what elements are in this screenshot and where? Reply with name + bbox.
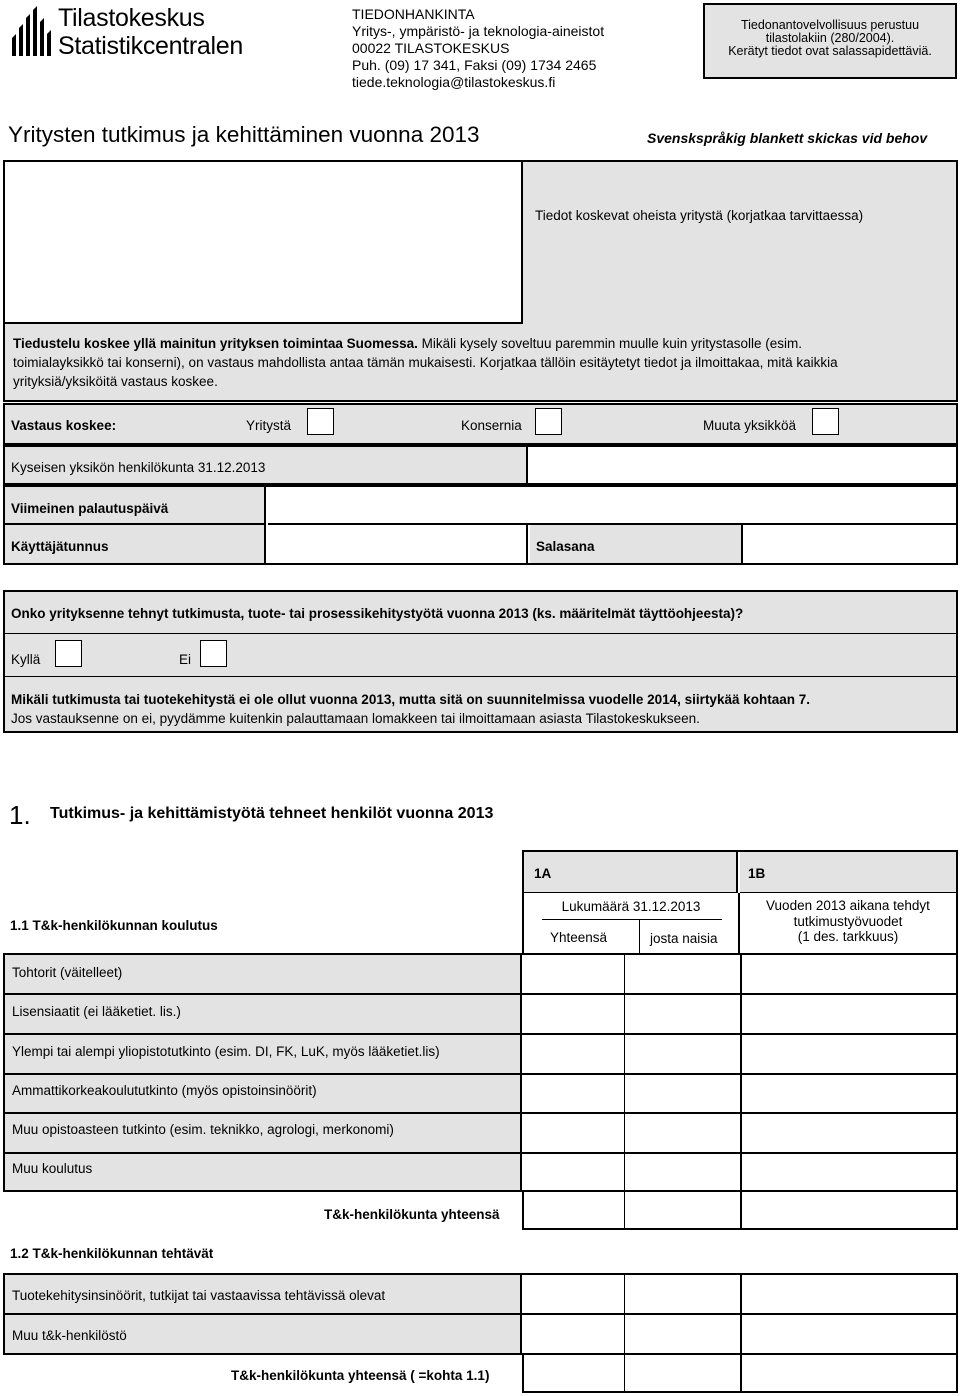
subsection-1-2-title: 1.2 T&k-henkilökunnan tehtävät bbox=[10, 1246, 214, 1261]
table-row-label: Tuotekehitysinsinöörit, tutkijat tai vastaavissa tehtävissä olevat bbox=[12, 1288, 386, 1303]
section-number: 1. bbox=[9, 800, 31, 830]
count-header: Lukumäärä 31.12.2013 bbox=[561, 899, 701, 914]
logo bbox=[10, 4, 270, 62]
column-1b-label: 1B bbox=[748, 866, 766, 881]
table-row-label: Ammattikorkeakoulututkinto (myös opistoinsinöörit) bbox=[12, 1083, 317, 1098]
tilastokeskus-logo-icon bbox=[10, 4, 54, 58]
years-header-line: Vuoden 2013 aikana tehdyt bbox=[766, 898, 930, 913]
row-divider bbox=[5, 1112, 956, 1114]
years-header-line: (1 des. tarkkuus) bbox=[797, 929, 899, 944]
column-separator bbox=[624, 1192, 625, 1228]
response-scope-label: Vastaus koskee: bbox=[11, 418, 117, 433]
column-separator bbox=[740, 1355, 742, 1391]
rd-question-block bbox=[3, 590, 958, 733]
subsection-1-1-title: 1.1 T&k-henkilökunnan koulutus bbox=[10, 918, 218, 933]
return-instruction: Jos vastauksenne on ei, pyydämme kuitenkin palauttamaan lomakkeen tai ilmoittamaan asiasta Tilastokeskukseen. bbox=[11, 711, 700, 726]
row-divider bbox=[5, 1073, 956, 1075]
option-company-checkbox[interactable] bbox=[307, 408, 334, 435]
answer-no-checkbox[interactable] bbox=[200, 640, 227, 667]
username-label: Käyttäjätunnus bbox=[11, 539, 109, 554]
deadline-value bbox=[268, 487, 956, 525]
address-email: tiede.teknologia@tilastokeskus.fi bbox=[352, 74, 556, 90]
total-1-2-label: T&k-henkilökunta yhteensä ( =kohta 1.1) bbox=[231, 1368, 490, 1383]
education-table bbox=[3, 953, 958, 1192]
column-separator bbox=[740, 1192, 742, 1228]
login-info-block bbox=[3, 485, 958, 565]
section-title: Tutkimus- ja kehittämistyötä tehneet henkilöt vuonna 2013 bbox=[50, 805, 494, 822]
intro-text bbox=[13, 334, 953, 391]
row-divider bbox=[5, 1313, 956, 1315]
company-info-box bbox=[3, 160, 958, 402]
intro-bold: Tiedustelu koskee yllä mainitun yrityksen toimintaa Suomessa. bbox=[13, 336, 418, 351]
page-title: Yritysten tutkimus ja kehittäminen vuonna 2013 bbox=[8, 122, 480, 147]
table-row-label: Ylempi tai alempi yliopistotutkinto (esim. DI, FK, LuK, myös lääketiet.lis) bbox=[12, 1044, 440, 1059]
option-group-checkbox[interactable] bbox=[535, 408, 562, 435]
password-label: Salasana bbox=[536, 539, 595, 554]
address-line: Yritys-, ympäristö- ja teknologia-aineistot bbox=[352, 23, 605, 39]
username-value[interactable] bbox=[268, 525, 528, 563]
company-address-window[interactable] bbox=[5, 162, 523, 324]
row-divider bbox=[5, 993, 956, 995]
option-group-label: Konsernia bbox=[461, 418, 522, 433]
address-line: 00022 TILASTOKESKUS bbox=[352, 40, 510, 56]
option-other-checkbox[interactable] bbox=[812, 408, 839, 435]
intro-rest: Mikäli kysely soveltuu paremmin muulle kuin yritystasolle (esim. bbox=[417, 336, 803, 351]
total-1-2-cells bbox=[522, 1353, 958, 1393]
skip-instruction: Mikäli tutkimusta tai tuotekehitystä ei ole ollut vuonna 2013, mutta sitä on suunnitelmissa vuodelle 2014, siirtykää kohtaan 7. bbox=[11, 692, 810, 707]
address-line: Puh. (09) 17 341, Faksi (09) 1734 2465 bbox=[352, 57, 597, 73]
column-1a-label: 1A bbox=[534, 866, 552, 881]
notice-line: Kerätyt tiedot ovat salassapidettäviä. bbox=[728, 44, 932, 58]
total-1-1-cells bbox=[522, 1190, 958, 1230]
table-row-label: Lisensiaatit (ei lääketiet. lis.) bbox=[12, 1004, 181, 1019]
staff-count-input[interactable] bbox=[530, 447, 956, 483]
column-1b-header bbox=[740, 852, 956, 893]
question-divider bbox=[5, 676, 956, 677]
password-value[interactable] bbox=[745, 525, 956, 563]
women-header: josta naisia bbox=[650, 931, 718, 946]
address-block bbox=[352, 6, 604, 91]
staff-count-row bbox=[3, 445, 958, 485]
total-header: Yhteensä bbox=[550, 930, 608, 945]
column-separator bbox=[624, 1355, 625, 1391]
option-other-label: Muuta yksikköä bbox=[703, 418, 797, 433]
answer-yes-checkbox[interactable] bbox=[55, 640, 82, 667]
question-divider bbox=[5, 633, 956, 634]
swedish-form-note: Svenskspråkig blankett skickas vid behov bbox=[647, 130, 928, 146]
table-row-label: Tohtorit (väitelleet) bbox=[12, 965, 123, 980]
column-header-block bbox=[522, 850, 958, 955]
deadline-label: Viimeinen palautuspäivä bbox=[11, 501, 169, 516]
response-scope-row bbox=[3, 403, 958, 445]
intro-line2: toimialayksikkö tai konserni), on vastaus mahdollista antaa tämän mukaisesti. Korjatkaa tällöin esitäytetyt tiedot ja ilmoittakaa, mitä kaikkia bbox=[13, 355, 838, 370]
company-info-grey-area bbox=[523, 162, 956, 324]
table-row-label: Muu koulutus bbox=[12, 1161, 93, 1176]
company-info-label: Tiedot koskevat oheista yritystä (korjatkaa tarvittaessa) bbox=[535, 208, 864, 223]
table-row-label: Muu t&k-henkilöstö bbox=[12, 1328, 127, 1343]
confidentiality-notice bbox=[703, 3, 957, 79]
intro-line3: yrityksiä/yksiköitä vastaus koskee. bbox=[13, 374, 218, 389]
answer-no-label: Ei bbox=[179, 652, 192, 667]
rd-question-text: Onko yrityksenne tehnyt tutkimusta, tuote- tai prosessikehitystyötä vuonna 2013 (ks. määritelmät täyttöohjeesta)? bbox=[11, 606, 744, 621]
notice-line: tilastolakiin (280/2004). bbox=[765, 31, 895, 45]
column-1a-header bbox=[524, 852, 738, 893]
total-1-1-label: T&k-henkilökunta yhteensä bbox=[324, 1207, 500, 1222]
tasks-table bbox=[3, 1273, 958, 1355]
table-row-label: Muu opistoasteen tutkinto (esim. teknikko, agrologi, merkonomi) bbox=[12, 1122, 394, 1137]
count-header-divider bbox=[542, 919, 722, 920]
address-line: TIEDONHANKINTA bbox=[352, 6, 475, 22]
row-divider bbox=[5, 1033, 956, 1035]
logo-line1: Tilastokeskus bbox=[58, 4, 205, 32]
years-header bbox=[740, 898, 956, 945]
staff-count-label: Kyseisen yksikön henkilökunta 31.12.2013 bbox=[11, 460, 266, 475]
years-header-line: tutkimustyövuodet bbox=[793, 913, 903, 929]
option-company-label: Yritystä bbox=[246, 418, 292, 433]
row-divider bbox=[5, 1152, 956, 1154]
notice-line: Tiedonantovelvollisuus perustuu bbox=[740, 18, 920, 32]
logo-line2: Statistikcentralen bbox=[58, 32, 243, 60]
count-vertical-divider bbox=[639, 919, 640, 953]
answer-yes-label: Kyllä bbox=[11, 652, 41, 667]
